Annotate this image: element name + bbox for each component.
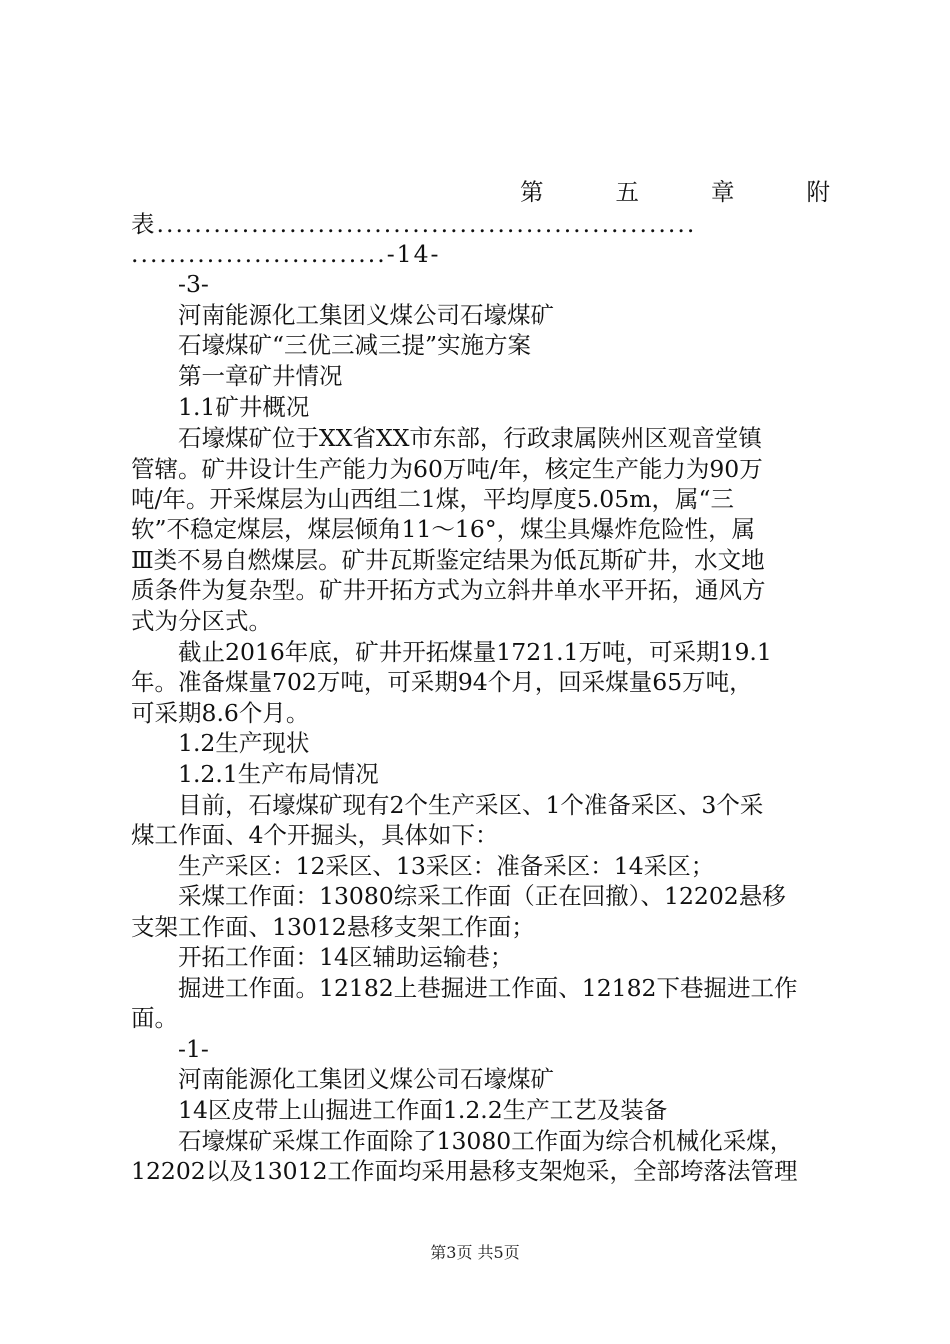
paragraph-line: 开拓工作面：14区辅助运输巷； <box>178 943 514 971</box>
paragraph-line: 截止2016年底，矿井开拓煤量1721.1万吨，可采期19.1 <box>178 638 772 666</box>
paragraph-line: 面。 <box>131 1004 178 1032</box>
paragraph-line: 软”不稳定煤层，煤层倾角11～16°，煤尘具爆炸危险性，属 <box>131 515 756 543</box>
paragraph-line: 目前，石壕煤矿现有2个生产采区、1个准备采区、3个采 <box>178 791 764 819</box>
paragraph-line: 支架工作面、13012悬移支架工作面； <box>131 913 535 941</box>
toc-char: 五 <box>615 178 639 206</box>
section-heading: 1.2生产现状 <box>178 729 310 757</box>
paragraph-line: 石壕煤矿位于XX省XX市东部，行政隶属陕州区观音堂镇 <box>178 424 762 452</box>
paragraph-line: 可采期8.6个月。 <box>131 699 310 727</box>
plan-title: 石壕煤矿“三优三减三提”实施方案 <box>178 331 532 359</box>
paragraph-line: 采煤工作面：13080综采工作面（正在回撤）、12202悬移 <box>178 882 786 910</box>
page-footer: 第3页 共5页 <box>430 1243 520 1262</box>
toc-char: 第 <box>520 178 544 206</box>
subsection-heading: 1.2.1生产布局情况 <box>178 760 379 788</box>
toc-char: 附 <box>806 178 830 206</box>
paragraph-line: 质条件为复杂型。矿井开拓方式为立斜井单水平开拓，通风方 <box>131 576 766 604</box>
section-heading: 1.1矿井概况 <box>178 393 310 421</box>
subsection-heading: 14区皮带上山掘进工作面1.2.2生产工艺及装备 <box>178 1096 668 1124</box>
toc-chapter5-heading <box>520 177 830 207</box>
page-marker: -1- <box>178 1035 209 1063</box>
paragraph-line: 石壕煤矿采煤工作面除了13080工作面为综合机械化采煤， <box>178 1127 794 1155</box>
paragraph-line: Ⅲ类不易自燃煤层。矿井瓦斯鉴定结果为低瓦斯矿井，水文地 <box>131 546 765 574</box>
toc-leader-line-1: 表......................................................... <box>131 210 697 238</box>
company-header: 河南能源化工集团义煤公司石壕煤矿 <box>178 301 554 329</box>
paragraph-line: 式为分区式。 <box>131 607 272 635</box>
paragraph-line: 生产采区：12采区、13采区：准备采区：14采区； <box>178 852 715 880</box>
paragraph-line: 12202以及13012工作面均采用悬移支架炮采，全部垮落法管理 <box>131 1157 798 1185</box>
paragraph-line: 年。准备煤量702万吨，可采期94个月，回采煤量65万吨， <box>131 668 753 696</box>
paragraph-line: 掘进工作面。12182上巷掘进工作面、12182下巷掘进工作 <box>178 974 798 1002</box>
chapter-heading: 第一章矿井情况 <box>178 362 343 390</box>
toc-leader-line-2: ...........................-14- <box>131 240 441 268</box>
paragraph-line: 煤工作面、4个开掘头，具体如下： <box>131 821 499 849</box>
toc-char: 章 <box>711 178 735 206</box>
company-header: 河南能源化工集团义煤公司石壕煤矿 <box>178 1065 554 1093</box>
page-marker: -3- <box>178 270 209 298</box>
paragraph-line: 吨/年。开采煤层为山西组二1煤，平均厚度5.05m，属“三 <box>131 485 734 513</box>
paragraph-line: 管辖。矿井设计生产能力为60万吨/年，核定生产能力为90万 <box>131 455 763 483</box>
